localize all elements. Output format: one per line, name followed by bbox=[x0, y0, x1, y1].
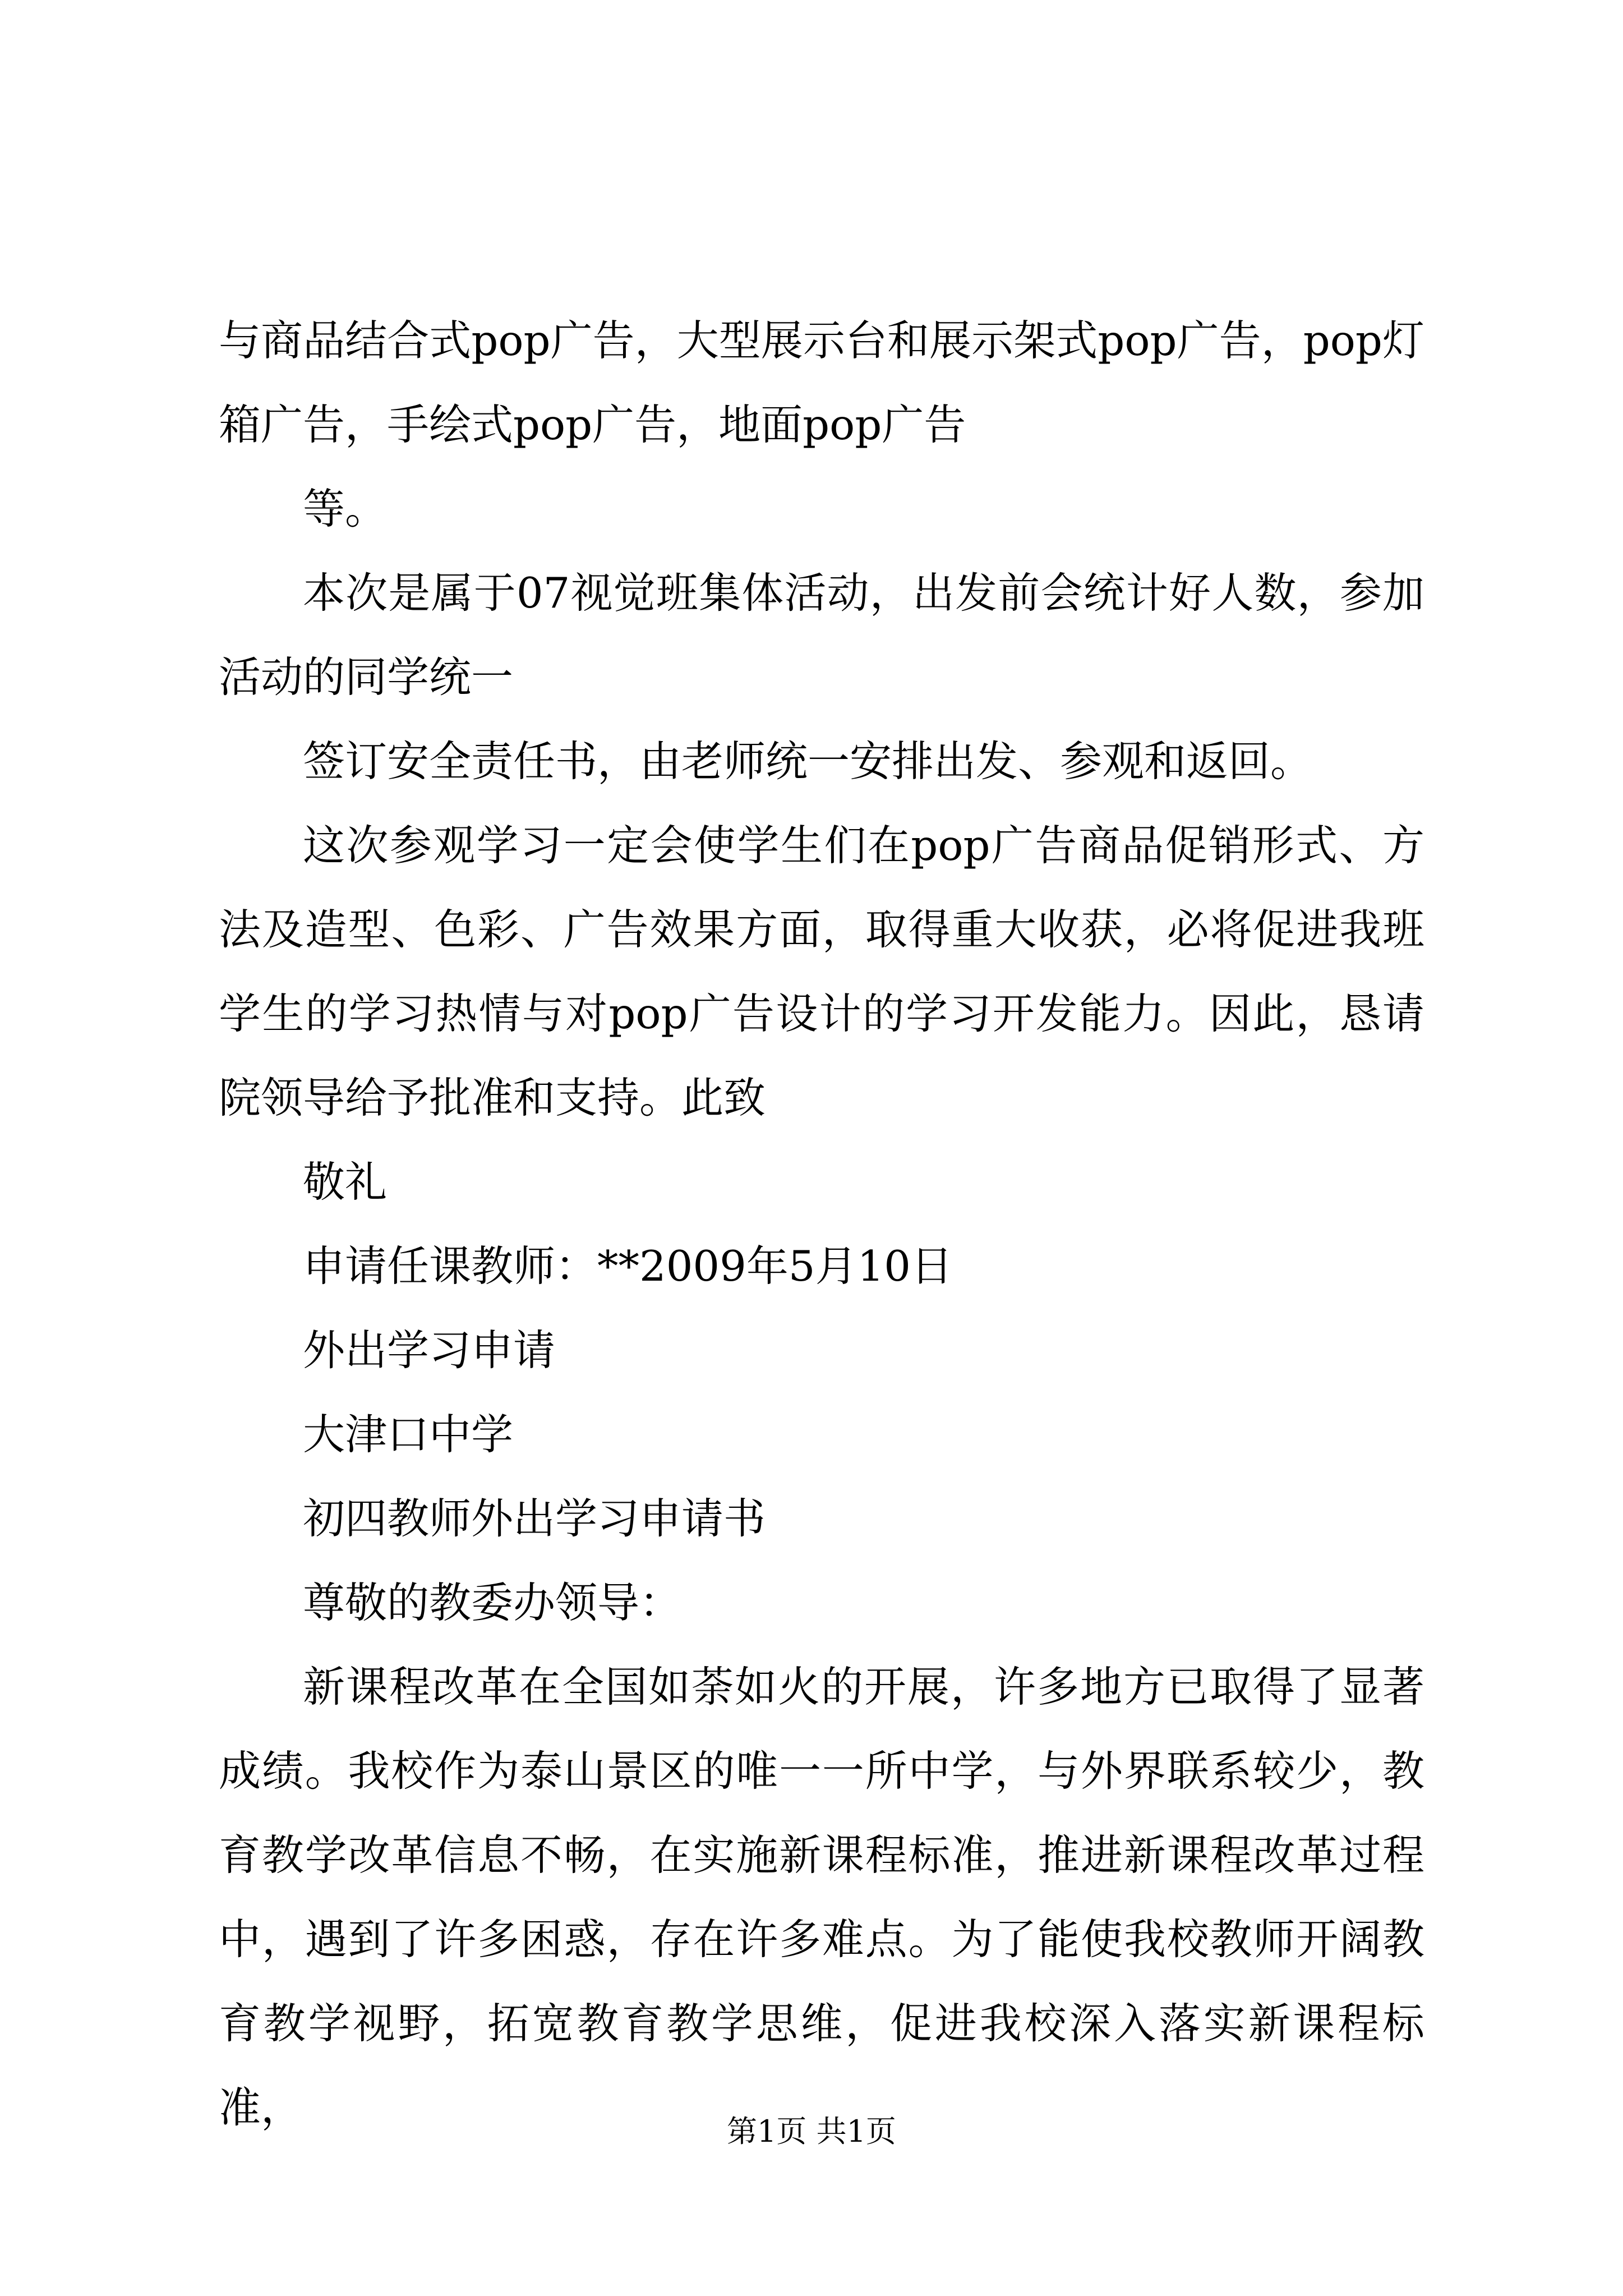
paragraph-2: 等。 bbox=[303, 484, 388, 533]
paragraph-3: 本次是属于07视觉班集体活动，出发前会统计好人数，参加活动的同学统一 bbox=[219, 568, 1424, 702]
paragraph-1: 与商品结合式pop广告，大型展示台和展示架式pop广告，pop灯箱广告，手绘式pop广告，地面pop广告 bbox=[219, 316, 1424, 449]
greeting: 尊敬的教委办领导： bbox=[303, 1578, 682, 1627]
paragraph-5: 这次参观学习一定会使学生们在pop广告商品促销形式、方法及造型、色彩、广告效果方面，取得重大收获，必将促进我班学生的学习热情与对pop广告设计的学习开发能力。因此，恳请院领导给予批准和支持。此致 bbox=[219, 821, 1424, 1122]
application-title: 初四教师外出学习申请书 bbox=[303, 1494, 766, 1543]
section-title: 外出学习申请 bbox=[303, 1326, 556, 1375]
body-text bbox=[219, 298, 1424, 2150]
page-number-label: 第1页 共1页 bbox=[727, 2114, 896, 2149]
closing-salutation: 敬礼 bbox=[303, 1157, 388, 1207]
school-name: 大津口中学 bbox=[303, 1410, 514, 1459]
paragraph-body: 新课程改革在全国如荼如火的开展，许多地方已取得了显著成绩。我校作为泰山景区的唯一一所中学，与外界联系较少，教育教学改革信息不畅，在实施新课程标准，推进新课程改革过程中，遇到了许多困惑，存在许多难点。为了能使我校教师开阔教育教学视野，拓宽教育教学思维，促进我校深入落实新课程标准， bbox=[219, 1662, 1424, 2132]
page-footer bbox=[0, 2112, 1623, 2151]
paragraph-4: 签订安全责任书，由老师统一安排出发、参观和返回。 bbox=[303, 737, 1313, 786]
signature-date-line: 申请任课教师：**2009年5月10日 bbox=[303, 1241, 953, 1291]
